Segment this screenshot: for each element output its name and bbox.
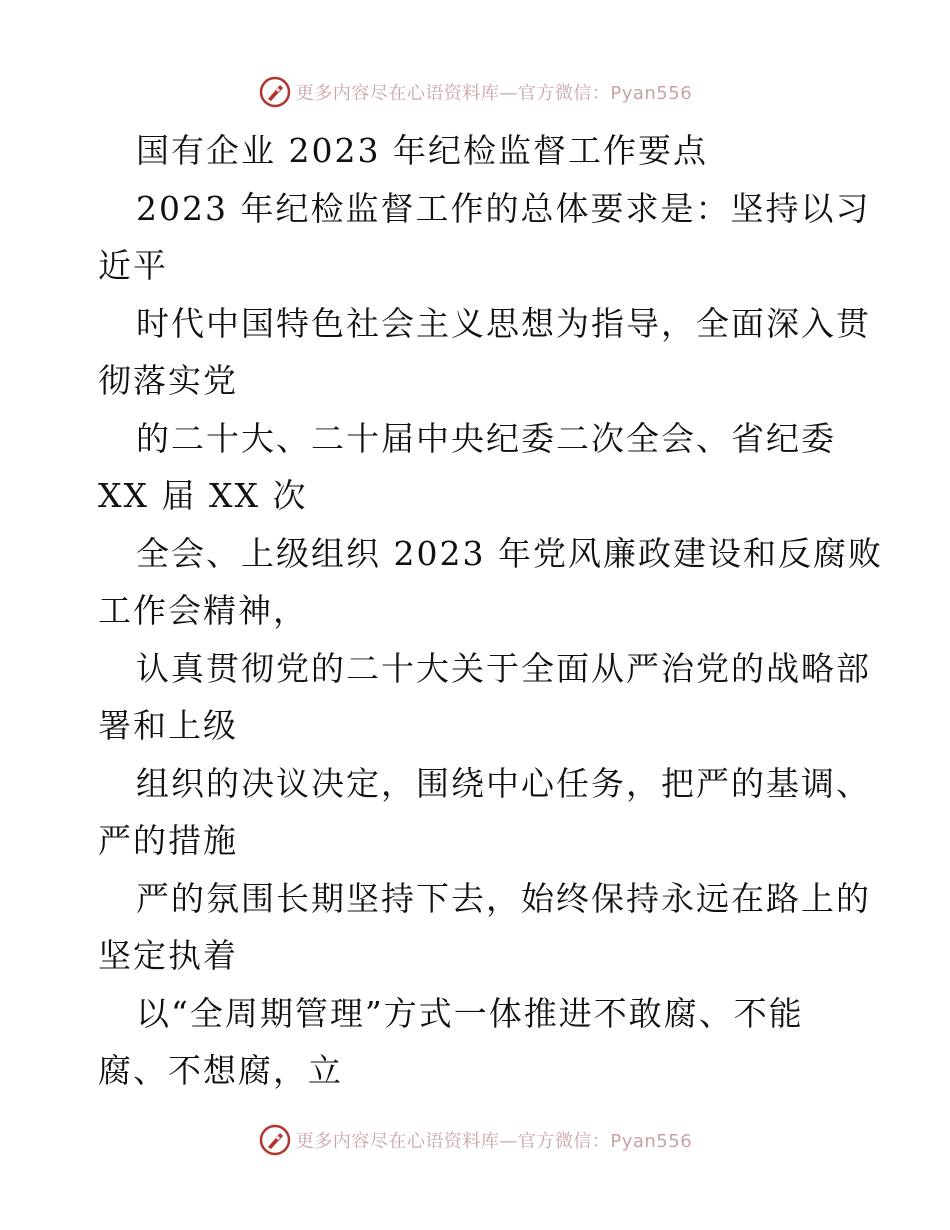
text-line: 组织的决议决定，围绕中心任务，把严的基调、 xyxy=(136,763,871,803)
text-line: 国有企业 2023 年纪检监督工作要点 xyxy=(136,131,708,170)
document-body xyxy=(98,122,883,1100)
text-line: 认真贯彻党的二十大关于全面从严治党的战略部 xyxy=(136,648,871,688)
footer-watermark xyxy=(0,1120,950,1160)
text-line: 严的氛围长期坚持下去，始终保持永远在路上的 xyxy=(136,878,871,918)
pen-nib-logo-icon xyxy=(258,1123,292,1157)
text-line: 以“全周期管理”方式一体推进不敢腐、不能 xyxy=(136,993,804,1033)
watermark-text: 更多内容尽在心语资料库—官方微信：Pyan556 xyxy=(295,1131,693,1152)
pen-nib-logo-icon xyxy=(258,75,292,109)
watermark-text: 更多内容尽在心语资料库—官方微信：Pyan556 xyxy=(295,83,693,104)
header-watermark xyxy=(0,72,950,112)
text-line: 严的措施 xyxy=(98,821,238,860)
text-line: 署和上级 xyxy=(98,706,238,745)
text-line: 近平 xyxy=(98,246,168,285)
text-line: 腐、不想腐，立 xyxy=(98,1051,343,1090)
text-line: 时代中国特色社会主义思想为指导，全面深入贯 xyxy=(136,303,871,343)
text-line: 2023 年纪检监督工作的总体要求是：坚持以习 xyxy=(136,188,871,228)
text-line: 的二十大、二十届中央纪委二次全会、省纪委 xyxy=(136,418,836,458)
text-line: 工作会精神， xyxy=(98,591,308,630)
text-line: XX 届 XX 次 xyxy=(98,476,308,515)
text-line: 彻落实党 xyxy=(98,361,238,400)
text-line: 全会、上级组织 2023 年党风廉政建设和反腐败 xyxy=(136,533,883,573)
text-line: 坚定执着 xyxy=(98,936,238,975)
